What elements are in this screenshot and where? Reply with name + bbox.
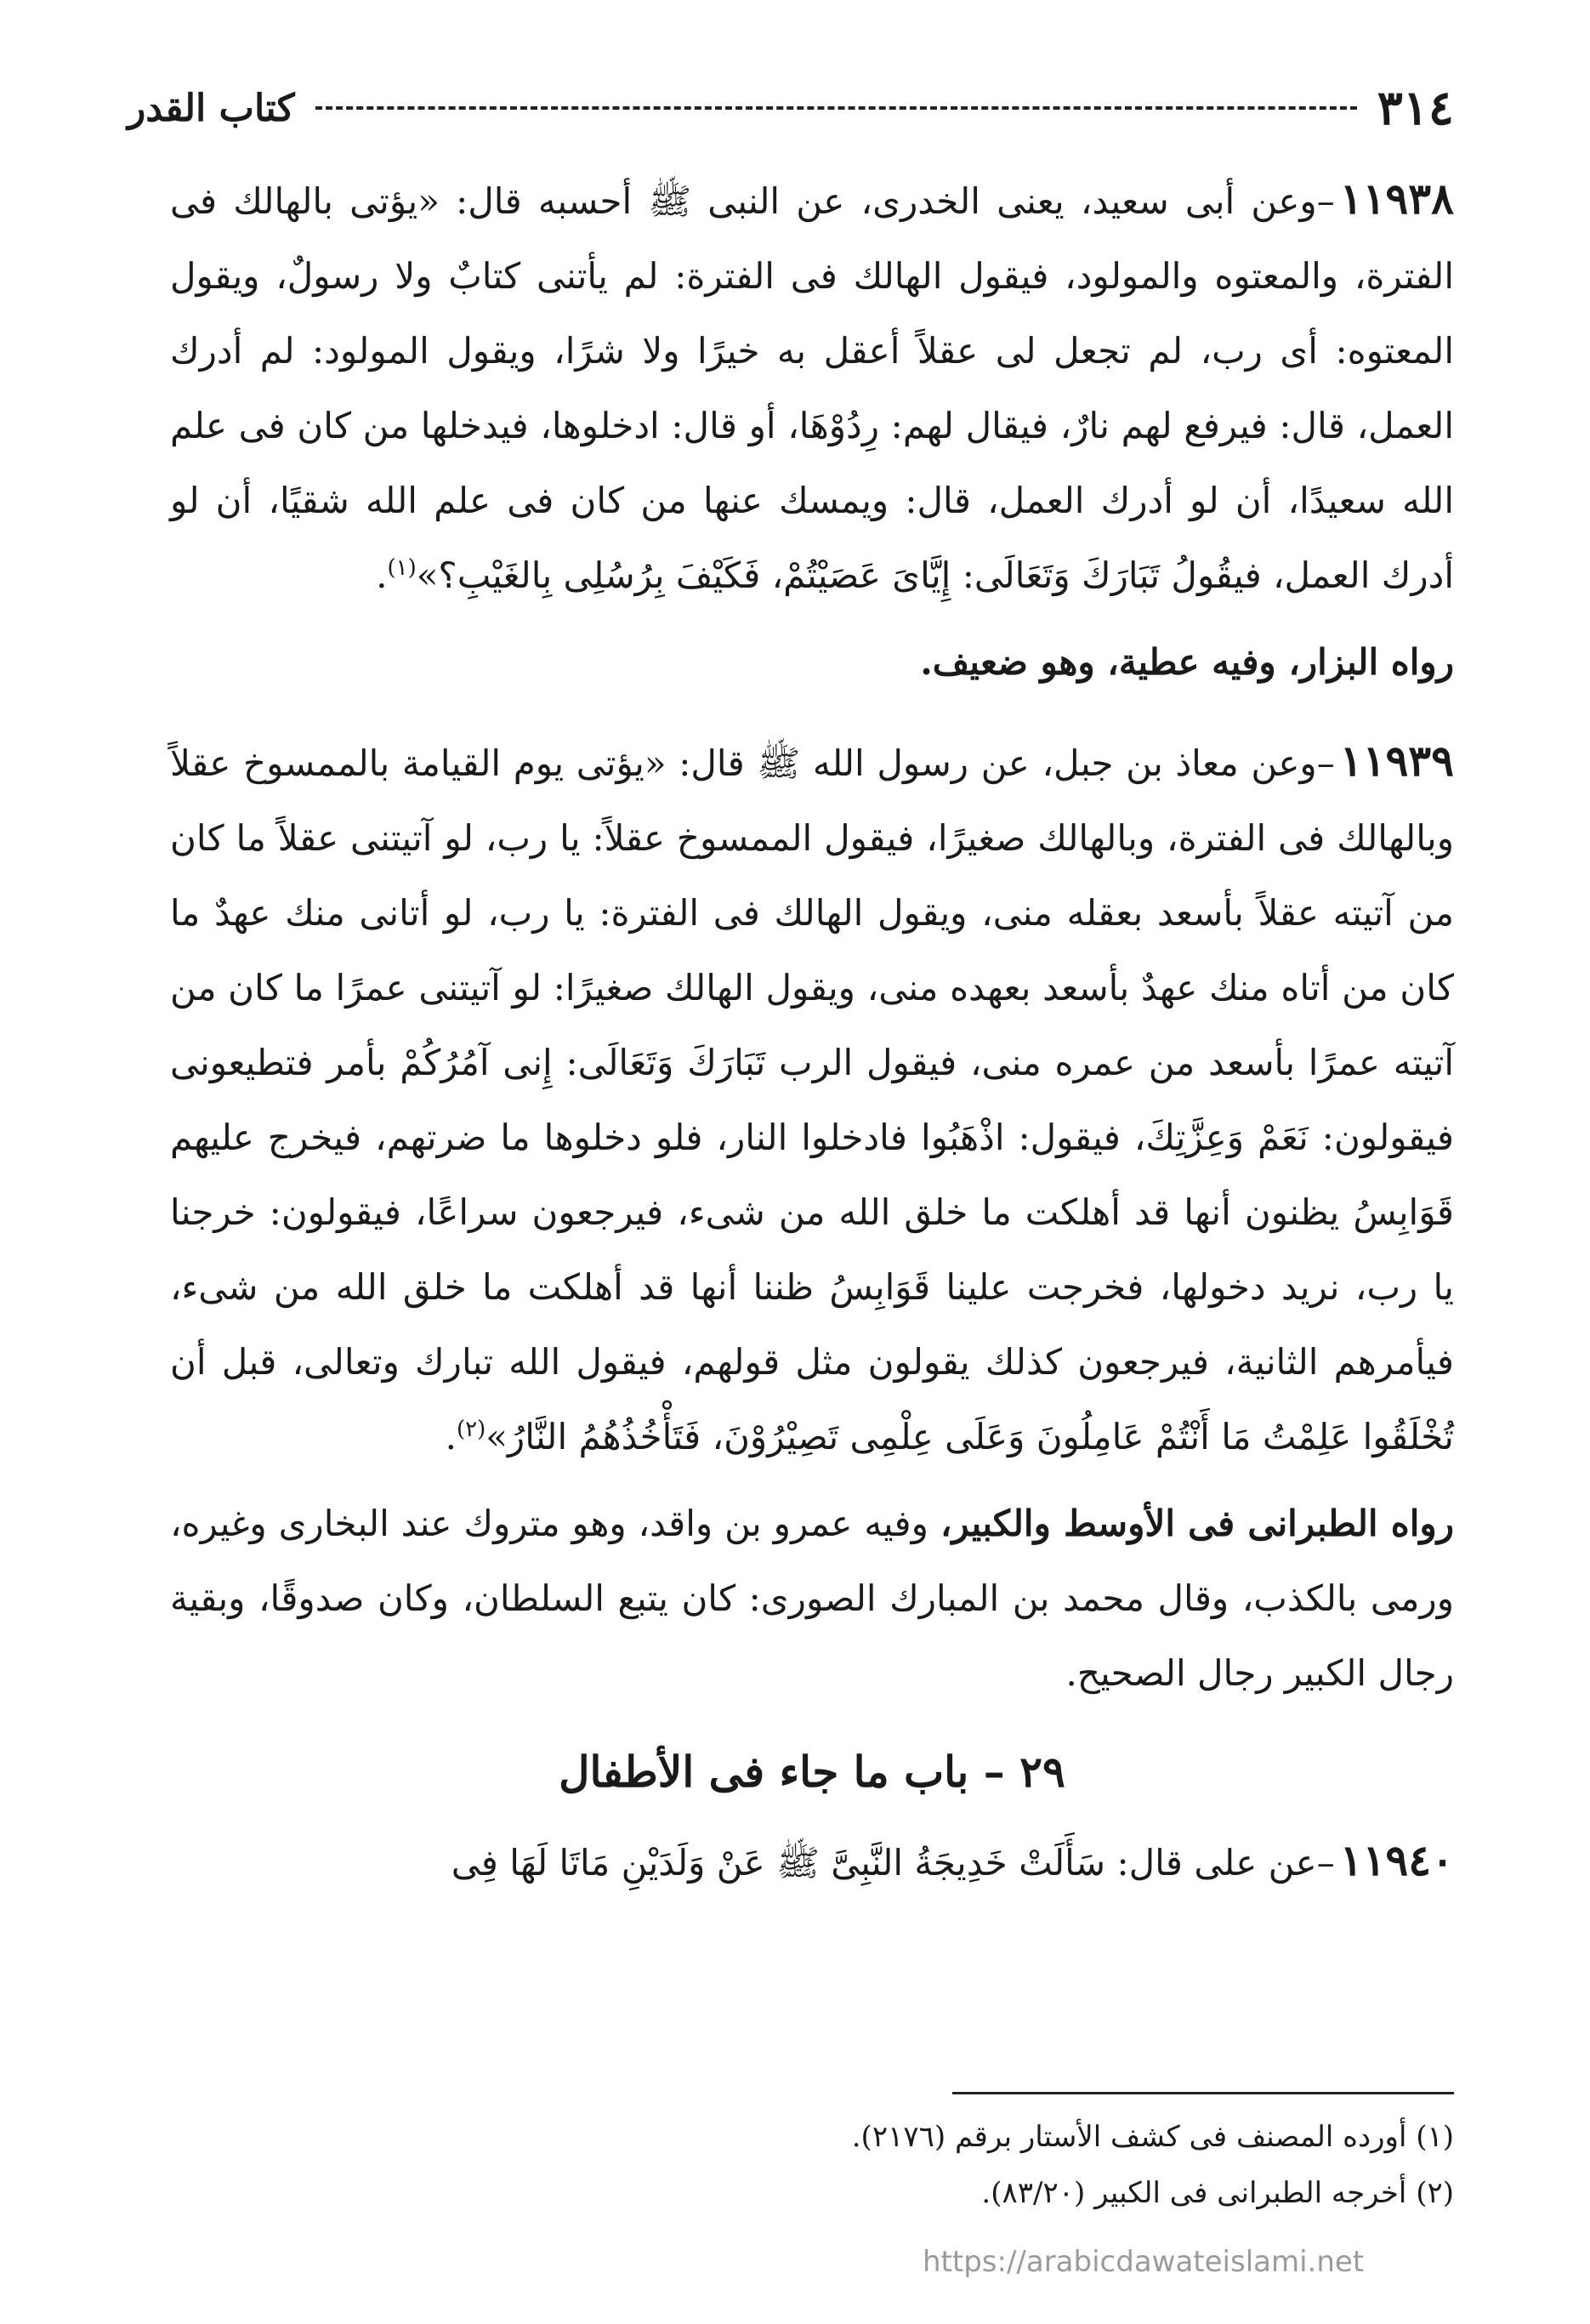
hadith-11940 <box>170 1823 1454 1901</box>
hadith-11938 <box>170 162 1454 613</box>
footnotes <box>170 2109 1454 2221</box>
hadith-end: . <box>445 1416 457 1457</box>
hadith-source: رواه البزار، وفيه عطية، وهو ضعيف. <box>920 641 1454 683</box>
footnote-2: (٢) أخرجه الطبرانى فى الكبير (٨٣/٢٠). <box>981 2176 1454 2210</box>
hadith-end: . <box>376 554 388 596</box>
source-rest: وفيه عمرو بن واقد، وهو متروك عند البخارى وغيره، ورمى بالكذب، وقال محمد بن المبارك الصورى: كان يتبع السلطان، وكان صدوقًا، وبقية رجال الكبير رجال الصحيح. <box>170 1503 1454 1694</box>
header-divider <box>315 106 1357 110</box>
hadith-source <box>170 1486 1454 1711</box>
page-body <box>170 162 1454 1901</box>
chapter-heading: ٢٩ – باب ما جاء فى الأطفال <box>559 1747 1065 1797</box>
footnote-ref: (٢) <box>456 1417 486 1442</box>
running-title: كتاب القدر <box>128 86 295 130</box>
hadith-text: –عن على قال: سَأَلَتْ خَدِيجَةُ النَّبِىَّ ﷺ عَنْ وَلَدَيْنِ مَاتَا لَهَا فِى <box>451 1842 1335 1884</box>
watermark-url: https://arabicdawateislami.net <box>923 2245 1365 2279</box>
source-bold: رواه الطبرانى فى الأوسط والكبير، <box>940 1503 1454 1544</box>
hadith-number: ١١٩٤٠ <box>1339 1835 1454 1885</box>
hadith-number: ١١٩٣٩ <box>1339 736 1455 786</box>
hadith-number: ١١٩٣٨ <box>1339 173 1454 224</box>
footnote-ref: (١) <box>387 555 417 581</box>
page-header <box>128 78 1454 138</box>
hadith-11939 <box>170 724 1454 1475</box>
footnote-divider <box>952 2092 1454 2094</box>
page-number: ٣١٤ <box>1377 80 1454 136</box>
hadith-text: –وعن معاذ بن جبل، عن رسول الله ﷺ قال: «يؤتى يوم القيامة بالممسوخ عقلاً وبالهالك فى الفترة، وبالهالك صغيرًا، فيقول الممسوخ عقلاً: يا رب، لو آتيتنى عقلاً ما كان من آتيته عقلاً بأسعد بعقله منى، ويقول الهالك فى الفترة: يا رب، لو أتانى منك عهدٌ ما كان من أتاه منك عهدٌ بأسعد بعهده منى، ويقول الهالك صغيرًا: لو آتيتنى عمرًا ما كان من آتيته عمرًا بأسعد من عمره منى، فيقول الرب تَبَارَكَ وَتَعَالَى: إِنى آمُرُكُمْ بأمر فتطيعونى فيقولون: نَعَمْ وَعِزَّتِكَ، فيقول: اذْهَبُوا فادخلوا النار، فلو دخلوها ما ضرتهم، فيخرج عليهم قَوَابِسُ يظنون أنها قد أهلكت ما خلق الله من شىء، فيرجعون سراعًا، فيقولون: خرجنا يا رب، نريد دخولها، فخرجت علينا قَوَابِسُ ظننا أنها قد أهلكت ما خلق الله من شىء، فيأمرهم الثانية، فيرجعون كذلك يقولون مثل قولهم، فيقول الله تبارك وتعالى، قبل أن تُخْلَقُوا عَلِمْتُ مَا أَنْتُمْ عَامِلُونَ وَعَلَى عِلْمِى تَصِيْرُوْنَ، فَتَأْخُذُهُمُ النَّارُ» <box>170 742 1454 1457</box>
footnote-1: (١) أورده المصنف فى كشف الأستار برقم (٢١٧٦). <box>851 2120 1454 2154</box>
hadith-text: –وعن أبى سعيد، يعنى الخدرى، عن النبى ﷺ أحسبه قال: «يؤتى بالهالك فى الفترة، والمعتوه والمولود، فيقول الهالك فى الفترة: لم يأتنى كتابٌ ولا رسولٌ، ويقول المعتوه: أى رب، لم تجعل لى عقلاً أعقل به خيرًا ولا شرًا، ويقول المولود: لم أدرك العمل، قال: فيرفع لهم نارٌ، فيقال لهم: رِدُوْهَا، أو قال: ادخلوها، فيدخلها من كان فى علم الله سعيدًا، أن لو أدرك العمل، قال: ويمسك عنها من كان فى علم الله شقيًا، أن لو أدرك العمل، فيقُولُ تَبَارَكَ وَتَعَالَى: إِيَّاىَ عَصَيْتُمْ، فَكَيْفَ بِرُسُلِى بِالغَيْبِ؟» <box>170 180 1454 596</box>
